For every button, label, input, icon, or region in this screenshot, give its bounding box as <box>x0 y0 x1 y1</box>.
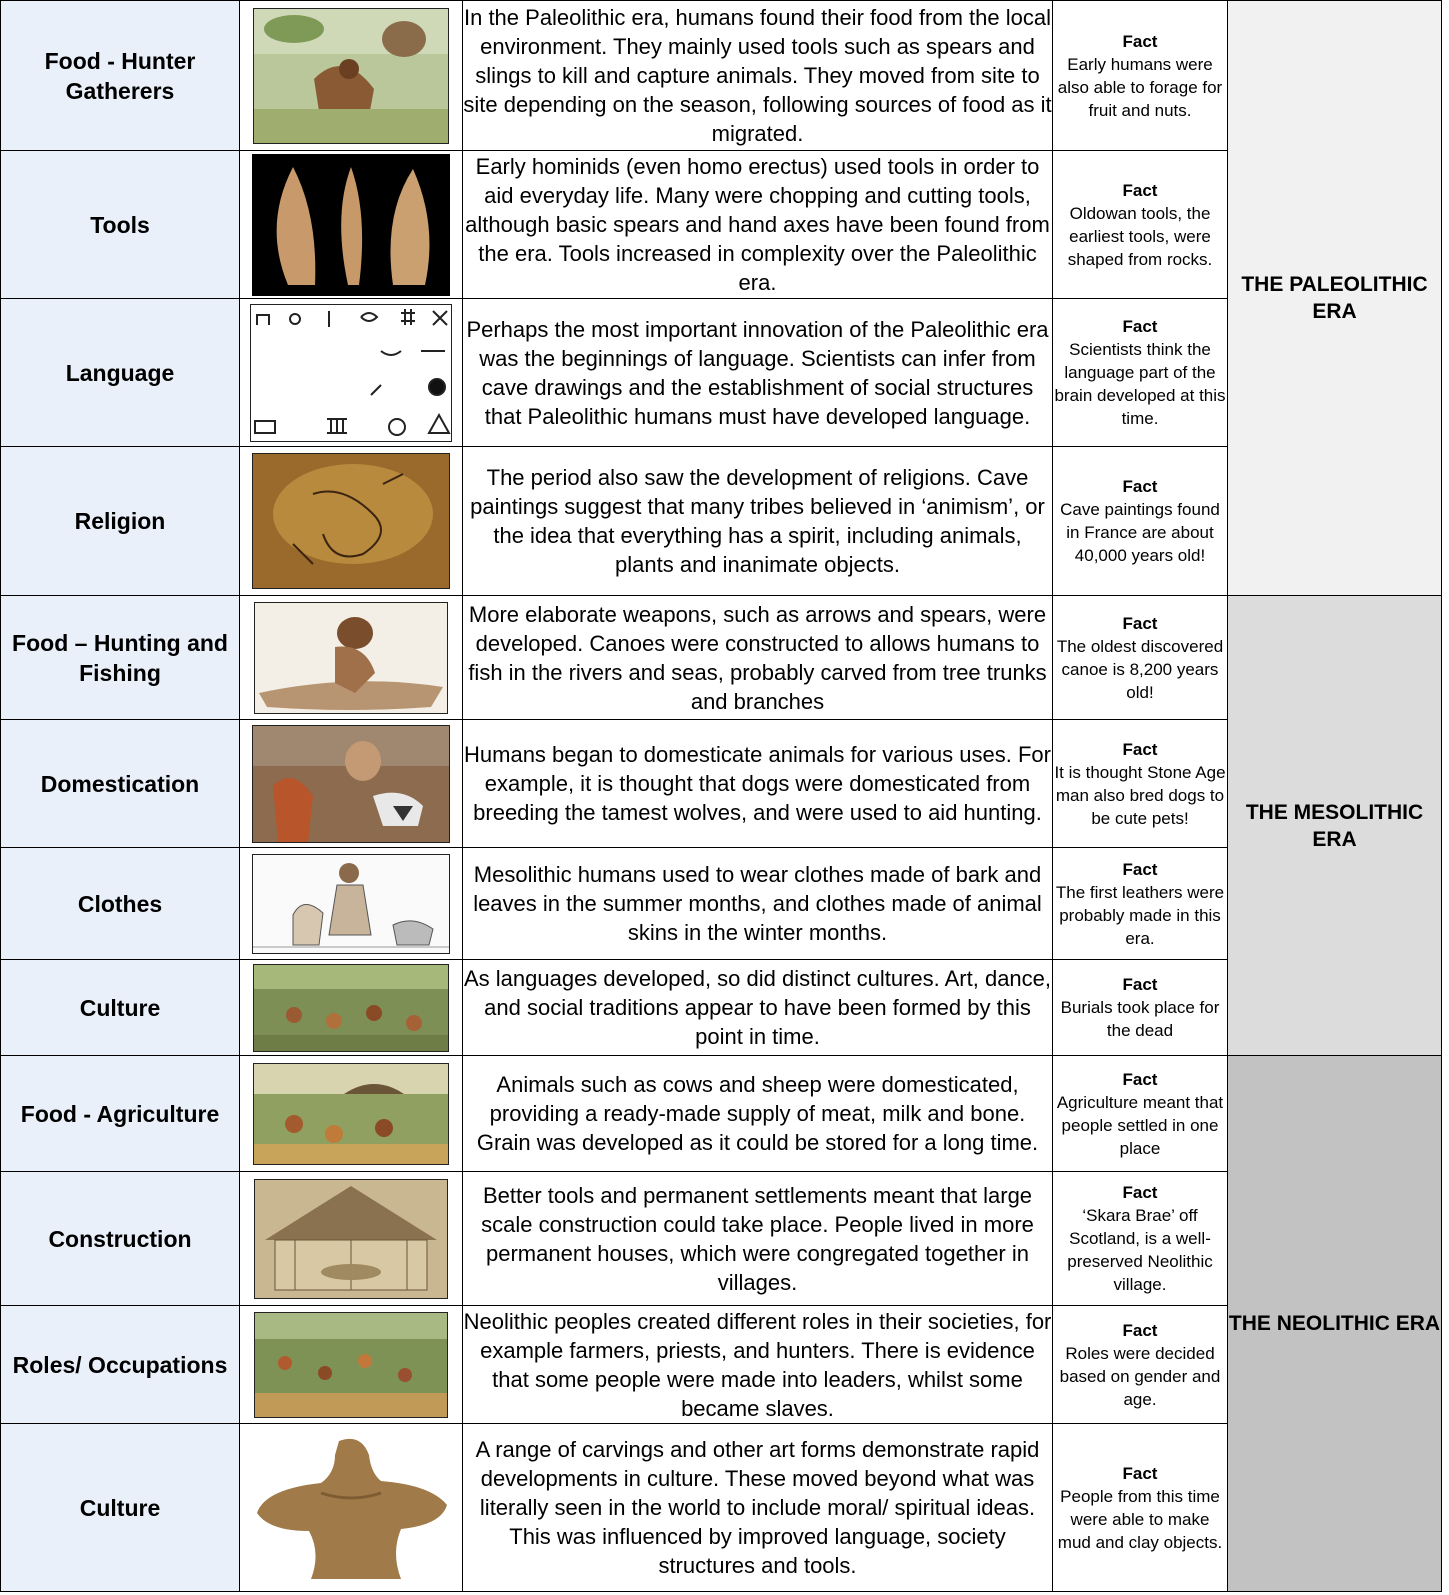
era-label-paleolithic: THE PALEOLITHIC ERA <box>1228 1 1442 596</box>
description-cell: Humans began to domesticate animals for various uses. For example, it is thought that dogs were domesticated from breeding the tamest wolves, and were used to aid hunting. <box>463 720 1053 848</box>
clay-figurine-image <box>251 1433 451 1583</box>
topic-cell: Culture <box>1 1424 240 1592</box>
description-cell: Early hominids (even homo erectus) used tools in order to aid everyday life. Many were chopping and cutting tools, although basic spears and hand axes have been found from the era. Tools increased in complexity over the Paleolithic era. <box>463 151 1053 299</box>
table-row <box>1 1172 1442 1306</box>
fact-cell <box>1053 151 1228 299</box>
symbols-image <box>250 304 452 442</box>
fact-text: Oldowan tools, the earliest tools, were shaped from rocks. <box>1067 203 1213 269</box>
fact-heading: Fact <box>1122 613 1158 633</box>
fact-cell <box>1053 848 1228 960</box>
fact-cell <box>1053 1172 1228 1306</box>
description-cell: The period also saw the development of religions. Cave paintings suggest that many tribes believed in ‘animism’, or the idea that everything has a spirit, including animals, plants and inanimate objects. <box>463 447 1053 596</box>
table-row <box>1 720 1442 848</box>
fact-text: Burials took place for the dead <box>1060 998 1220 1040</box>
description-cell: A range of carvings and other art forms demonstrate rapid developments in culture. These moved beyond what was literally seen in the world to include moral/ spiritual ideas. This was influenced by improved language, society structures and tools. <box>463 1424 1053 1592</box>
topic-cell: Culture <box>1 960 240 1056</box>
table-row <box>1 960 1442 1056</box>
image-cell <box>240 596 463 720</box>
table-row <box>1 1056 1442 1172</box>
fact-heading: Fact <box>1122 477 1158 496</box>
image-cell <box>240 1306 463 1424</box>
description-cell: Better tools and permanent settlements meant that large scale construction could take place. People lived in more permanent houses, which were congregated together in villages. <box>463 1172 1053 1306</box>
fact-text: Cave paintings found in France are about 40,000 years old! <box>1060 500 1220 565</box>
topic-cell: Food - Hunter Gatherers <box>1 1 240 151</box>
fact-cell <box>1053 596 1228 720</box>
fact-heading: Fact <box>1122 31 1158 51</box>
fact-text: ‘Skara Brae’ off Scotland, is a well-preserved Neolithic village. <box>1067 1206 1213 1294</box>
fact-cell <box>1053 1056 1228 1172</box>
fact-heading: Fact <box>1122 1069 1158 1089</box>
stone-tools-image <box>252 154 450 296</box>
table-row <box>1 596 1442 720</box>
fact-cell <box>1053 1306 1228 1424</box>
fact-cell <box>1053 720 1228 848</box>
description-cell: As languages developed, so did distinct cultures. Art, dance, and social traditions appear to have been formed by this point in time. <box>463 960 1053 1056</box>
image-cell <box>240 960 463 1056</box>
table-row <box>1 1 1442 151</box>
description-cell: Perhaps the most important innovation of the Paleolithic era was the beginnings of language. Scientists can infer from cave drawings and the establishment of social structures that Paleolithic humans must have developed language. <box>463 299 1053 447</box>
table-row <box>1 151 1442 299</box>
fact-heading: Fact <box>1122 1320 1158 1340</box>
image-cell <box>240 151 463 299</box>
fact-text: Scientists think the language part of the brain developed at this time. <box>1054 340 1226 428</box>
description-cell: In the Paleolithic era, humans found their food from the local environment. They mainly used tools such as spears and slings to kill and capture animals. They moved from site to site depending on the season, following sources of food as it migrated. <box>463 1 1053 151</box>
fact-heading: Fact <box>1122 1463 1158 1483</box>
era-label-mesolithic: THE MESOLITHIC ERA <box>1228 596 1442 1056</box>
fact-cell <box>1053 299 1228 447</box>
table-row <box>1 1424 1442 1592</box>
topic-cell: Food – Hunting and Fishing <box>1 596 240 720</box>
hunter-gatherers-image <box>253 8 449 144</box>
topic-cell: Construction <box>1 1172 240 1306</box>
fact-text: Roles were decided based on gender and age. <box>1059 1343 1221 1409</box>
fact-heading: Fact <box>1122 317 1158 336</box>
topic-cell: Roles/ Occupations <box>1 1306 240 1424</box>
clothes-image <box>252 854 450 954</box>
cave-painting-image <box>252 453 450 589</box>
topic-cell: Religion <box>1 447 240 596</box>
image-cell <box>240 1424 463 1592</box>
roles-image <box>254 1312 448 1418</box>
fact-text: Early humans were also able to forage for fruit and nuts. <box>1057 54 1223 120</box>
fact-heading: Fact <box>1122 975 1158 994</box>
fact-text: It is thought Stone Age man also bred dogs to be cute pets! <box>1054 762 1226 828</box>
culture-settlement-image <box>253 964 449 1052</box>
table-row <box>1 1306 1442 1424</box>
fact-cell <box>1053 1 1228 151</box>
image-cell <box>240 1 463 151</box>
topic-cell: Domestication <box>1 720 240 848</box>
domestication-image <box>252 725 450 843</box>
fact-heading: Fact <box>1122 859 1158 879</box>
table-row <box>1 299 1442 447</box>
table-row <box>1 447 1442 596</box>
topic-cell: Language <box>1 299 240 447</box>
image-cell <box>240 1172 463 1306</box>
image-cell <box>240 447 463 596</box>
description-cell: Animals such as cows and sheep were domesticated, providing a ready-made supply of meat, milk and bone. Grain was developed as it could be stored for a long time. <box>463 1056 1053 1172</box>
image-cell <box>240 299 463 447</box>
agriculture-image <box>253 1063 449 1165</box>
table-row <box>1 848 1442 960</box>
image-cell <box>240 720 463 848</box>
description-cell: Mesolithic humans used to wear clothes made of bark and leaves in the summer months, and clothes made of animal skins in the winter months. <box>463 848 1053 960</box>
canoe-image <box>254 602 448 714</box>
description-cell: Neolithic peoples created different roles in their societies, for example farmers, priests, and hunters. There is evidence that some people were made into leaders, whilst some became slaves. <box>463 1306 1053 1424</box>
fact-cell <box>1053 1424 1228 1592</box>
topic-cell: Tools <box>1 151 240 299</box>
construction-image <box>254 1179 448 1299</box>
image-cell <box>240 848 463 960</box>
fact-text: The oldest discovered canoe is 8,200 years old! <box>1056 636 1224 702</box>
fact-cell <box>1053 960 1228 1056</box>
topic-cell: Clothes <box>1 848 240 960</box>
topic-cell: Food - Agriculture <box>1 1056 240 1172</box>
fact-heading: Fact <box>1122 1183 1158 1202</box>
fact-cell <box>1053 447 1228 596</box>
image-cell <box>240 1056 463 1172</box>
fact-heading: Fact <box>1122 180 1158 200</box>
era-label-neolithic: THE NEOLITHIC ERA <box>1228 1056 1442 1592</box>
fact-text: Agriculture meant that people settled in one place <box>1056 1092 1224 1158</box>
fact-heading: Fact <box>1122 739 1158 759</box>
fact-text: The first leathers were probably made in this era. <box>1055 882 1225 948</box>
fact-text: People from this time were able to make mud and clay objects. <box>1057 1486 1223 1552</box>
description-cell: More elaborate weapons, such as arrows and spears, were developed. Canoes were constructed to allows humans to fish in the rivers and seas, probably carved from tree trunks and branches <box>463 596 1053 720</box>
